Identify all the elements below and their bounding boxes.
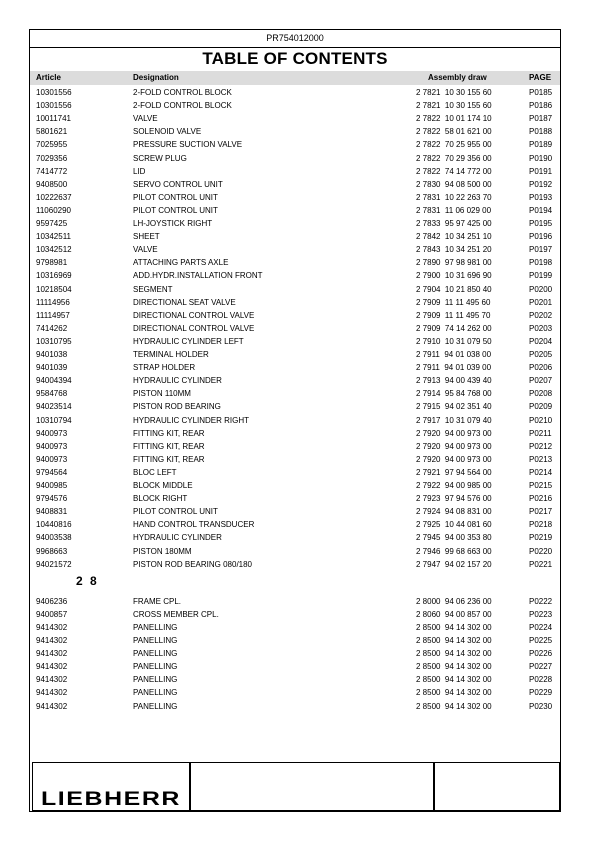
page-cell: P0225 [529,636,553,645]
designation-cell: 2-FOLD CONTROL BLOCK [133,88,232,97]
article-cell: 9414302 [36,636,68,645]
table-row [30,595,560,609]
page-cell: P0205 [529,350,553,359]
article-cell: 10301556 [36,88,72,97]
assembly-draw-cell: 2 8500 94 14 302 00 [416,622,492,632]
assembly-draw-cell: 2 7904 10 21 850 40 [416,284,492,294]
article-cell: 9414302 [36,649,68,659]
page-cell: P0219 [529,533,553,543]
article-cell: 11060290 [36,205,71,215]
page-cell: P0204 [529,336,553,346]
table-row [30,348,560,362]
table-row [30,660,560,674]
table-row [30,647,560,661]
article-cell: 9414302 [36,701,68,711]
page-cell: P0202 [529,310,553,320]
assembly-draw-cell: 2 7917 10 31 079 40 [416,415,492,425]
page-cell: P0211 [529,428,552,438]
article-cell: 9401038 [36,350,68,359]
designation-cell: PISTON ROD BEARING [133,402,221,412]
table-row [30,230,560,244]
article-cell: 94004394 [36,376,72,386]
page-cell: P0226 [529,649,553,659]
article-cell: 9414302 [36,688,68,698]
page-cell: P0228 [529,675,553,685]
table-row [30,322,560,336]
assembly-draw-cell: 2 8060 94 00 857 00 [416,609,492,619]
contents-table [30,86,560,786]
designation-cell: BLOC LEFT [133,467,177,477]
designation-cell: PANELLING [133,649,178,659]
table-row [30,191,560,205]
footer-middle-cell [190,762,434,811]
page-cell: P0213 [529,454,553,464]
table-row [30,387,560,401]
table-row [30,558,560,572]
table-row [30,86,560,100]
page-cell: P0190 [529,153,553,163]
page-cell: P0201 [529,297,553,307]
assembly-draw-cell: 2 7821 10 30 155 60 [416,88,492,97]
liebherr-logo [41,789,183,807]
page-cell: P0185 [529,88,553,97]
designation-cell: HAND CONTROL TRANSDUCER [133,520,255,530]
assembly-draw-cell: 2 7915 94 02 351 40 [416,402,492,412]
designation-cell: PANELLING [133,688,178,698]
article-cell: 9406236 [36,596,68,606]
table-row [30,217,560,231]
designation-cell: HYDRAULIC CYLINDER RIGHT [133,415,250,425]
article-cell: 10342512 [36,245,72,255]
footer-right-cell [434,762,560,811]
header-designation: Designation [133,73,179,82]
table-row [30,634,560,648]
footer-logo-cell [32,762,190,811]
designation-cell: PRESSURE SUCTION VALVE [133,140,243,150]
article-cell: 9400973 [36,454,68,464]
article-cell: 9414302 [36,675,68,685]
page-cell: P0193 [529,192,553,202]
table-row [30,414,560,428]
assembly-draw-cell: 2 7920 94 00 973 00 [416,428,492,438]
article-cell: 94021572 [36,559,72,569]
page-cell: P0195 [529,219,553,228]
table-row [30,621,560,635]
header-page: PAGE [529,73,552,82]
article-cell: 9400985 [36,481,68,490]
table-row [30,374,560,388]
page-cell: P0215 [529,481,553,490]
designation-cell: SERVO CONTROL UNIT [133,179,223,189]
article-cell: 10316969 [36,271,72,281]
article-cell: 10218504 [36,284,72,294]
page-cell: P0229 [529,688,553,698]
designation-cell: PISTON ROD BEARING 080/180 [133,559,253,569]
article-cell: 10011741 [36,114,71,124]
article-cell: 9414302 [36,622,68,632]
designation-cell: LH-JOYSTICK RIGHT [133,219,213,228]
assembly-draw-cell: 2 7822 74 14 772 00 [416,166,492,176]
designation-cell: PILOT CONTROL UNIT [133,507,218,517]
assembly-draw-cell: 2 7910 10 31 079 50 [416,336,492,346]
page-cell: P0186 [529,101,553,111]
header-article: Article [36,73,61,82]
document-number: PR754012000 [30,30,560,48]
article-cell: 9584768 [36,389,68,399]
assembly-draw-cell: 2 7822 10 01 174 10 [416,114,492,124]
page-cell: P0188 [529,127,553,137]
designation-cell: PANELLING [133,662,178,672]
table-row [30,178,560,192]
page-cell: P0223 [529,609,553,619]
page-cell: P0210 [529,415,553,425]
assembly-draw-cell: 2 7900 10 31 696 90 [416,271,492,281]
designation-cell: SCREW PLUG [133,153,187,163]
article-cell: 9794576 [36,494,68,504]
table-row [30,518,560,532]
article-cell: 7414772 [36,166,68,176]
page-cell: P0207 [529,376,553,386]
article-cell: 9408831 [36,507,68,517]
designation-cell: ATTACHING PARTS AXLE [133,258,229,268]
assembly-draw-cell: 2 7822 70 29 356 00 [416,153,492,163]
designation-cell: PANELLING [133,675,178,685]
page-cell: P0191 [529,166,553,176]
designation-cell: VALVE [133,245,158,255]
designation-cell: HYDRAULIC CYLINDER [133,376,222,386]
page-cell: P0198 [529,258,553,268]
designation-cell: LID [133,166,146,176]
page-cell: P0206 [529,363,553,373]
table-row [30,673,560,687]
assembly-draw-cell: 2 7911 94 01 039 00 [416,363,492,373]
assembly-draw-cell: 2 8000 94 06 236 00 [416,596,492,606]
page-cell: P0216 [529,494,553,504]
assembly-draw-cell: 2 7831 10 22 263 70 [416,192,492,202]
article-cell: 10310794 [36,415,72,425]
designation-cell: VALVE [133,114,158,124]
assembly-draw-cell: 2 7909 11 11 495 60 [416,297,491,307]
page-cell: P0218 [529,520,553,530]
table-row [30,283,560,297]
table-row [30,492,560,506]
article-cell: 9400973 [36,428,68,438]
page-cell: P0197 [529,245,553,255]
article-cell: 7414262 [36,323,68,333]
table-row [30,531,560,545]
table-row [30,440,560,454]
assembly-draw-cell: 2 7909 11 11 495 70 [416,310,491,320]
page-title: TABLE OF CONTENTS [202,49,388,68]
table-row [30,309,560,323]
assembly-draw-cell: 2 7923 97 94 576 00 [416,494,492,504]
table-row [30,204,560,218]
assembly-draw-cell: 2 7822 70 25 955 00 [416,140,492,150]
page-cell: P0200 [529,284,553,294]
assembly-draw-cell: 2 7833 95 97 425 00 [416,219,492,228]
table-row [30,112,560,126]
page-cell: P0212 [529,441,553,451]
table-row [30,99,560,113]
assembly-draw-cell: 2 8500 94 14 302 00 [416,688,492,698]
article-cell: 11114956 [36,297,70,307]
assembly-draw-cell: 2 7946 99 68 663 00 [416,546,492,556]
table-row [30,686,560,700]
article-cell: 10440816 [36,520,72,530]
table-row [30,427,560,441]
table-row [30,453,560,467]
table-row [30,335,560,349]
footer [30,762,560,812]
assembly-draw-cell: 2 7911 94 01 038 00 [416,350,492,359]
page-cell: P0209 [529,402,553,412]
page-cell: P0199 [529,271,553,281]
assembly-draw-cell: 2 7920 94 00 973 00 [416,441,492,451]
article-cell: 10310795 [36,336,72,346]
table-row [30,505,560,519]
assembly-draw-cell: 2 8500 94 14 302 00 [416,675,492,685]
page-cell: P0192 [529,179,553,189]
article-cell: 9798981 [36,258,68,268]
assembly-draw-cell: 2 8500 94 14 302 00 [416,649,492,659]
table-row [30,361,560,375]
table-row [30,608,560,622]
designation-cell: ADD.HYDR.INSTALLATION FRONT [133,271,263,281]
page-cell: P0208 [529,389,553,399]
page-cell: P0214 [529,467,553,477]
designation-cell: STRAP HOLDER [133,363,196,373]
article-cell: 7025955 [36,140,68,150]
page-cell: P0196 [529,232,553,242]
designation-cell: SHEET [133,232,160,242]
page-cell: P0221 [529,559,553,569]
designation-cell: PANELLING [133,636,178,645]
page-cell: P0189 [529,140,553,150]
article-cell: 11114957 [36,310,70,320]
table-row [30,545,560,559]
page-cell: P0187 [529,114,553,124]
assembly-draw-cell: 2 8500 94 14 302 00 [416,701,492,711]
assembly-draw-cell: 2 7830 94 08 500 00 [416,179,492,189]
article-cell: 10222637 [36,192,72,202]
designation-cell: DIRECTIONAL CONTROL VALVE [133,310,255,320]
table-row [30,269,560,283]
assembly-draw-cell: 2 7831 11 06 029 00 [416,205,492,215]
table-row [30,296,560,310]
page-cell: P0227 [529,662,553,672]
assembly-draw-cell: 2 7842 10 34 251 10 [416,232,492,242]
assembly-draw-cell: 2 8500 94 14 302 00 [416,636,492,645]
article-cell: 10342511 [36,232,71,242]
table-row [30,700,560,714]
page-cell: P0203 [529,323,553,333]
article-cell: 9794564 [36,467,68,477]
svg-text:LIEBHERR: LIEBHERR [41,789,181,807]
designation-cell: SOLENOID VALVE [133,127,202,137]
document-frame [29,29,561,812]
assembly-draw-cell: 2 7920 94 00 973 00 [416,454,492,464]
table-row [30,138,560,152]
table-row [30,152,560,166]
group-label: 2 8 [76,573,99,588]
designation-cell: PANELLING [133,701,178,711]
designation-cell: DIRECTIONAL CONTROL VALVE [133,323,255,333]
page-cell: P0222 [529,596,553,606]
assembly-draw-cell: 2 7913 94 00 439 40 [416,376,492,386]
assembly-draw-cell: 2 7822 58 01 621 00 [416,127,492,137]
designation-cell: SEGMENT [133,284,173,294]
article-cell: 9414302 [36,662,68,672]
page-cell: P0230 [529,701,553,711]
designation-cell: BLOCK MIDDLE [133,481,193,490]
designation-cell: CROSS MEMBER CPL. [133,609,219,619]
designation-cell: 2-FOLD CONTROL BLOCK [133,101,232,111]
article-cell: 94003538 [36,533,72,543]
assembly-draw-cell: 2 7947 94 02 157 20 [416,559,492,569]
page-cell: P0217 [529,507,553,517]
article-cell: 7029356 [36,153,68,163]
assembly-draw-cell: 2 7843 10 34 251 20 [416,245,492,255]
designation-cell: PILOT CONTROL UNIT [133,205,218,215]
article-cell: 5801621 [36,127,68,137]
designation-cell: FRAME CPL. [133,596,182,606]
page-cell: P0220 [529,546,553,556]
article-cell: 9597425 [36,219,68,228]
table-row [30,479,560,493]
table-row [30,400,560,414]
table-row [30,125,560,139]
designation-cell: FITTING KIT, REAR [133,454,205,464]
designation-cell: PISTON 180MM [133,546,192,556]
assembly-draw-cell: 2 7921 97 94 564 00 [416,467,492,477]
article-cell: 10301556 [36,101,72,111]
designation-cell: PISTON 110MM [133,389,191,399]
table-row [30,256,560,270]
designation-cell: TERMINAL HOLDER [133,350,209,359]
header-assembly-draw: Assembly draw [428,73,487,82]
assembly-draw-cell: 2 7925 10 44 081 60 [416,520,492,530]
article-cell: 9400973 [36,441,68,451]
assembly-draw-cell: 2 7914 95 84 768 00 [416,389,492,399]
designation-cell: HYDRAULIC CYLINDER [133,533,222,543]
designation-cell: DIRECTIONAL SEAT VALVE [133,297,236,307]
designation-cell: FITTING KIT, REAR [133,441,205,451]
table-row [30,243,560,257]
designation-cell: HYDRAULIC CYLINDER LEFT [133,336,244,346]
designation-cell: FITTING KIT, REAR [133,428,205,438]
assembly-draw-cell: 2 8500 94 14 302 00 [416,662,492,672]
article-cell: 9408500 [36,179,68,189]
article-cell: 94023514 [36,402,72,412]
designation-cell: PILOT CONTROL UNIT [133,192,218,202]
assembly-draw-cell: 2 7821 10 30 155 60 [416,101,492,111]
article-cell: 9400857 [36,609,68,619]
designation-cell: PANELLING [133,622,178,632]
page-cell: P0194 [529,205,553,215]
article-cell: 9968663 [36,546,68,556]
assembly-draw-cell: 2 7890 97 98 981 00 [416,258,492,268]
page-cell: P0224 [529,622,553,632]
designation-cell: BLOCK RIGHT [133,494,188,504]
table-header [30,71,560,85]
assembly-draw-cell: 2 7924 94 08 831 00 [416,507,492,517]
table-row [30,165,560,179]
assembly-draw-cell: 2 7909 74 14 262 00 [416,323,492,333]
assembly-draw-cell: 2 7922 94 00 985 00 [416,481,492,490]
article-cell: 9401039 [36,363,68,373]
table-row [30,466,560,480]
assembly-draw-cell: 2 7945 94 00 353 80 [416,533,492,543]
